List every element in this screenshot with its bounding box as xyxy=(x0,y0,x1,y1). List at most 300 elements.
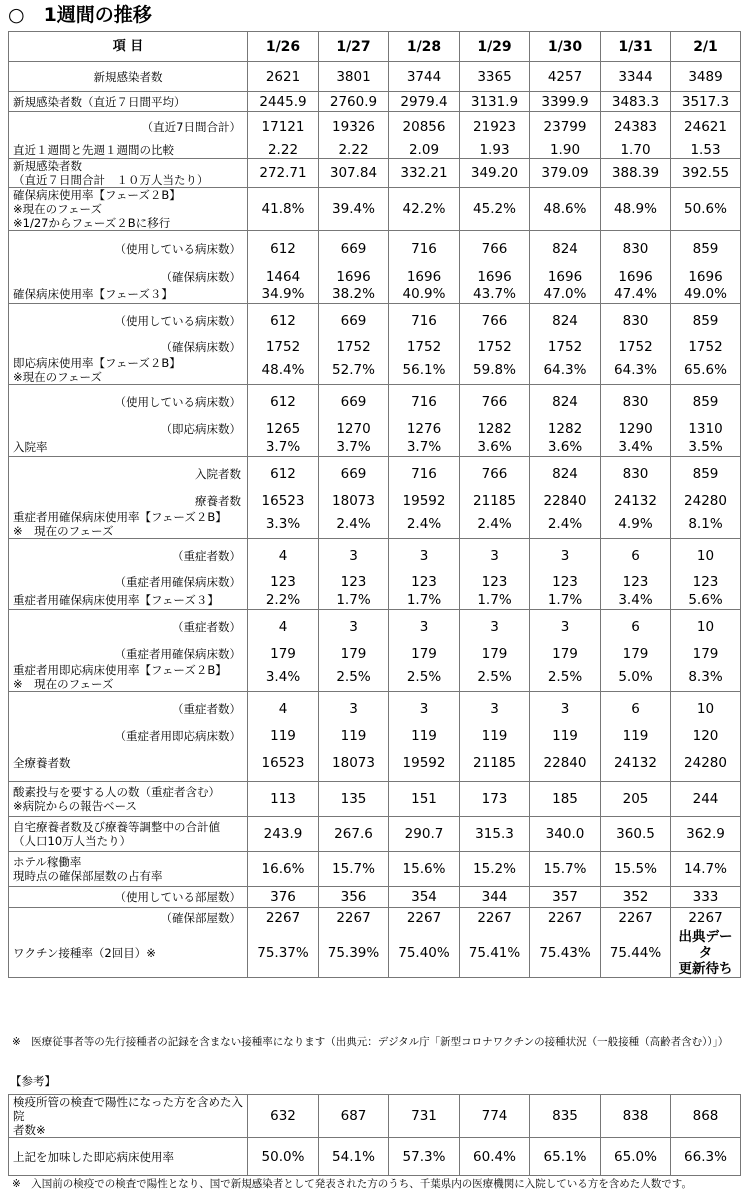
table-row xyxy=(9,267,741,286)
value-cell: 120 xyxy=(671,727,741,746)
value-cell: 1752 xyxy=(460,338,530,356)
value-cell: 3 xyxy=(389,609,460,644)
value-cell: 612 xyxy=(248,303,319,338)
table-row xyxy=(9,817,741,852)
item-header: 項 目 xyxy=(9,32,248,62)
table-row xyxy=(9,782,741,817)
value-cell: 123 xyxy=(671,573,741,591)
value-cell: 48.9% xyxy=(601,187,671,230)
value-cell: 824 xyxy=(530,230,601,267)
value-cell: 612 xyxy=(248,385,319,420)
row-label: 入院率 xyxy=(9,439,248,457)
value-cell: 123 xyxy=(460,573,530,591)
value-cell: 23799 xyxy=(530,112,601,142)
value-cell: 64.3% xyxy=(530,356,601,385)
value-cell: 716 xyxy=(389,230,460,267)
value-cell: 50.0% xyxy=(248,1138,319,1176)
value-cell: 356 xyxy=(319,887,389,908)
value-cell: 2267 xyxy=(389,908,460,929)
value-cell: 49.0% xyxy=(671,286,741,303)
value-cell: 65.1% xyxy=(530,1138,601,1176)
value-cell: 388.39 xyxy=(601,158,671,187)
table-row xyxy=(9,510,741,539)
row-label: 上記を加味した即応病床使用率 xyxy=(9,1138,248,1176)
value-cell: 1.7% xyxy=(389,591,460,609)
value-cell: 3 xyxy=(460,609,530,644)
value-cell: 1270 xyxy=(319,420,389,439)
value-cell: 716 xyxy=(389,457,460,492)
row-label: 即応病床使用率【フェーズ２B】 ※現在のフェーズ xyxy=(9,356,248,385)
value-cell: 17121 xyxy=(248,112,319,142)
value-cell: 48.6% xyxy=(530,187,601,230)
value-cell: 632 xyxy=(248,1095,319,1138)
row-label: 新規感染者数 xyxy=(9,62,248,92)
value-cell: 52.7% xyxy=(319,356,389,385)
table-row xyxy=(9,746,741,782)
row-label: 確保病床使用率【フェーズ２B】 ※現在のフェーズ ※1/27からフェーズ２Bに移行 xyxy=(9,187,248,230)
value-cell: 824 xyxy=(530,385,601,420)
value-cell: 1696 xyxy=(530,267,601,286)
value-cell: 379.09 xyxy=(530,158,601,187)
value-cell: 24383 xyxy=(601,112,671,142)
row-label: ホテル稼働率 現時点の確保部屋数の占有率 xyxy=(9,852,248,887)
value-cell: 47.0% xyxy=(530,286,601,303)
row-label: 直近１週間と先週１週間の比較 xyxy=(9,142,248,159)
value-cell: 22840 xyxy=(530,492,601,510)
value-cell: 34.9% xyxy=(248,286,319,303)
value-cell: 2.5% xyxy=(389,663,460,692)
value-cell: 766 xyxy=(460,230,530,267)
value-cell: 24280 xyxy=(671,746,741,782)
value-cell: 290.7 xyxy=(389,817,460,852)
value-cell: 41.8% xyxy=(248,187,319,230)
value-cell: 20856 xyxy=(389,112,460,142)
value-cell: 123 xyxy=(601,573,671,591)
row-label: 療養者数 xyxy=(9,492,248,510)
value-cell: 1.7% xyxy=(319,591,389,609)
value-cell: 59.8% xyxy=(460,356,530,385)
table-row xyxy=(9,92,741,112)
weekly-trend-table xyxy=(8,31,741,978)
value-cell: 123 xyxy=(319,573,389,591)
value-cell: 65.0% xyxy=(601,1138,671,1176)
header-row xyxy=(9,32,741,62)
value-cell: 119 xyxy=(248,727,319,746)
value-cell: 3 xyxy=(530,609,601,644)
value-cell: 2267 xyxy=(460,908,530,929)
table-row xyxy=(9,439,741,457)
value-cell: 3344 xyxy=(601,62,671,92)
value-cell: 824 xyxy=(530,303,601,338)
row-label: （使用している病床数） xyxy=(9,385,248,420)
value-cell: 3.7% xyxy=(389,439,460,457)
page-title: ○ 1週間の推移 xyxy=(8,4,152,26)
row-label: 重症者用確保病床使用率【フェーズ２B】 ※ 現在のフェーズ xyxy=(9,510,248,539)
value-cell: 830 xyxy=(601,457,671,492)
value-cell: 1282 xyxy=(460,420,530,439)
row-label: 全療養者数 xyxy=(9,746,248,782)
value-cell: 3744 xyxy=(389,62,460,92)
value-cell: 15.7% xyxy=(319,852,389,887)
row-label: （重症者数） xyxy=(9,538,248,573)
value-cell: 1.90 xyxy=(530,142,601,159)
value-cell: 15.7% xyxy=(530,852,601,887)
value-cell: 3 xyxy=(389,538,460,573)
value-cell: 1.93 xyxy=(460,142,530,159)
row-label: 新規感染者数（直近７日間平均） xyxy=(9,92,248,112)
value-cell: 5.0% xyxy=(601,663,671,692)
value-cell: 54.1% xyxy=(319,1138,389,1176)
value-cell: 1696 xyxy=(319,267,389,286)
value-cell: 50.6% xyxy=(671,187,741,230)
value-cell: 687 xyxy=(319,1095,389,1138)
value-cell: 10 xyxy=(671,538,741,573)
value-cell: 10 xyxy=(671,692,741,727)
table-row xyxy=(9,663,741,692)
value-cell: 669 xyxy=(319,230,389,267)
value-cell: 835 xyxy=(530,1095,601,1138)
value-cell: 340.0 xyxy=(530,817,601,852)
reference-title: 【参考】 xyxy=(10,1074,56,1088)
row-label: （使用している病床数） xyxy=(9,230,248,267)
value-cell: 3483.3 xyxy=(601,92,671,112)
value-cell: 179 xyxy=(671,644,741,663)
value-cell: 19326 xyxy=(319,112,389,142)
value-cell: 19592 xyxy=(389,492,460,510)
value-cell: 1696 xyxy=(389,267,460,286)
value-cell: 75.43% xyxy=(530,929,601,978)
table-row xyxy=(9,187,741,230)
pending-status: 出典データ 更新待ち xyxy=(671,929,741,978)
table-row xyxy=(9,538,741,573)
value-cell: 1265 xyxy=(248,420,319,439)
value-cell: 272.71 xyxy=(248,158,319,187)
value-cell: 75.41% xyxy=(460,929,530,978)
value-cell: 2.5% xyxy=(319,663,389,692)
value-cell: 349.20 xyxy=(460,158,530,187)
value-cell: 24621 xyxy=(671,112,741,142)
date-header: 1/27 xyxy=(319,32,389,62)
row-label: （使用している病床数） xyxy=(9,303,248,338)
date-header: 1/30 xyxy=(530,32,601,62)
table-row xyxy=(9,887,741,908)
value-cell: 15.5% xyxy=(601,852,671,887)
value-cell: 2.5% xyxy=(460,663,530,692)
value-cell: 21185 xyxy=(460,746,530,782)
value-cell: 4257 xyxy=(530,62,601,92)
value-cell: 179 xyxy=(530,644,601,663)
value-cell: 244 xyxy=(671,782,741,817)
value-cell: 2.4% xyxy=(389,510,460,539)
value-cell: 2.22 xyxy=(248,142,319,159)
value-cell: 75.39% xyxy=(319,929,389,978)
value-cell: 766 xyxy=(460,303,530,338)
table-row xyxy=(9,727,741,746)
value-cell: 716 xyxy=(389,303,460,338)
value-cell: 1282 xyxy=(530,420,601,439)
value-cell: 3 xyxy=(319,609,389,644)
value-cell: 267.6 xyxy=(319,817,389,852)
value-cell: 2267 xyxy=(671,908,741,929)
value-cell: 40.9% xyxy=(389,286,460,303)
date-header: 2/1 xyxy=(671,32,741,62)
value-cell: 6 xyxy=(601,538,671,573)
table-row xyxy=(9,1095,741,1138)
value-cell: 3131.9 xyxy=(460,92,530,112)
value-cell: 4 xyxy=(248,692,319,727)
value-cell: 859 xyxy=(671,230,741,267)
value-cell: 24280 xyxy=(671,492,741,510)
value-cell: 21923 xyxy=(460,112,530,142)
value-cell: 868 xyxy=(671,1095,741,1138)
row-label: （使用している部屋数） xyxy=(9,887,248,908)
row-label: 入院者数 xyxy=(9,457,248,492)
value-cell: 859 xyxy=(671,457,741,492)
value-cell: 612 xyxy=(248,230,319,267)
row-label: （確保病床数） xyxy=(9,267,248,286)
value-cell: 16523 xyxy=(248,492,319,510)
value-cell: 18073 xyxy=(319,492,389,510)
value-cell: 669 xyxy=(319,457,389,492)
value-cell: 830 xyxy=(601,385,671,420)
value-cell: 45.2% xyxy=(460,187,530,230)
value-cell: 16.6% xyxy=(248,852,319,887)
value-cell: 392.55 xyxy=(671,158,741,187)
value-cell: 243.9 xyxy=(248,817,319,852)
value-cell: 10 xyxy=(671,609,741,644)
value-cell: 2267 xyxy=(319,908,389,929)
row-label: 新規感染者数 （直近７日間合計 １０万人当たり） xyxy=(9,158,248,187)
table-row xyxy=(9,385,741,420)
value-cell: 179 xyxy=(601,644,671,663)
value-cell: 173 xyxy=(460,782,530,817)
row-label: （重症者数） xyxy=(9,692,248,727)
table-row xyxy=(9,573,741,591)
value-cell: 18073 xyxy=(319,746,389,782)
date-header: 1/31 xyxy=(601,32,671,62)
value-cell: 3 xyxy=(319,538,389,573)
value-cell: 113 xyxy=(248,782,319,817)
value-cell: 1752 xyxy=(319,338,389,356)
table-row xyxy=(9,457,741,492)
value-cell: 3 xyxy=(319,692,389,727)
value-cell: 3 xyxy=(530,692,601,727)
row-label: （直近7日間合計） xyxy=(9,112,248,142)
value-cell: 830 xyxy=(601,303,671,338)
row-label: 確保病床使用率【フェーズ３】 xyxy=(9,286,248,303)
value-cell: 3.4% xyxy=(601,591,671,609)
value-cell: 1.7% xyxy=(530,591,601,609)
value-cell: 1752 xyxy=(389,338,460,356)
value-cell: 151 xyxy=(389,782,460,817)
row-label: （重症者用確保病床数） xyxy=(9,573,248,591)
value-cell: 123 xyxy=(248,573,319,591)
value-cell: 179 xyxy=(248,644,319,663)
date-header: 1/29 xyxy=(460,32,530,62)
value-cell: 185 xyxy=(530,782,601,817)
value-cell: 315.3 xyxy=(460,817,530,852)
value-cell: 3 xyxy=(389,692,460,727)
value-cell: 119 xyxy=(530,727,601,746)
value-cell: 669 xyxy=(319,385,389,420)
value-cell: 48.4% xyxy=(248,356,319,385)
value-cell: 75.37% xyxy=(248,929,319,978)
value-cell: 352 xyxy=(601,887,671,908)
value-cell: 731 xyxy=(389,1095,460,1138)
value-cell: 3 xyxy=(460,538,530,573)
value-cell: 859 xyxy=(671,303,741,338)
value-cell: 119 xyxy=(319,727,389,746)
value-cell: 332.21 xyxy=(389,158,460,187)
value-cell: 2.5% xyxy=(530,663,601,692)
row-label: 検疫所管の検査で陽性になった方を含めた入院 者数※ xyxy=(9,1095,248,1138)
value-cell: 1696 xyxy=(671,267,741,286)
value-cell: 3 xyxy=(460,692,530,727)
value-cell: 64.3% xyxy=(601,356,671,385)
value-cell: 2621 xyxy=(248,62,319,92)
table-row xyxy=(9,112,741,142)
value-cell: 179 xyxy=(389,644,460,663)
value-cell: 179 xyxy=(460,644,530,663)
row-label: （確保病床数） xyxy=(9,338,248,356)
row-label: （重症者用確保病床数） xyxy=(9,644,248,663)
value-cell: 4 xyxy=(248,609,319,644)
value-cell: 2.4% xyxy=(460,510,530,539)
table-row xyxy=(9,286,741,303)
value-cell: 1290 xyxy=(601,420,671,439)
value-cell: 3.4% xyxy=(601,439,671,457)
value-cell: 123 xyxy=(530,573,601,591)
value-cell: 3.7% xyxy=(319,439,389,457)
value-cell: 2267 xyxy=(248,908,319,929)
value-cell: 57.3% xyxy=(389,1138,460,1176)
value-cell: 824 xyxy=(530,457,601,492)
row-label: ワクチン接種率（2回目）※ xyxy=(9,929,248,978)
row-label: 重症者用即応病床使用率【フェーズ２B】 ※ 現在のフェーズ xyxy=(9,663,248,692)
table-row xyxy=(9,908,741,929)
value-cell: 21185 xyxy=(460,492,530,510)
value-cell: 766 xyxy=(460,385,530,420)
row-label: 自宅療養者数及び療養等調整中の合計値 （人口10万人当たり） xyxy=(9,817,248,852)
value-cell: 2979.4 xyxy=(389,92,460,112)
value-cell: 669 xyxy=(319,303,389,338)
value-cell: 66.3% xyxy=(671,1138,741,1176)
table-row xyxy=(9,338,741,356)
row-label: 重症者用確保病床使用率【フェーズ３】 xyxy=(9,591,248,609)
table-row xyxy=(9,852,741,887)
table-row xyxy=(9,158,741,187)
value-cell: 1752 xyxy=(530,338,601,356)
value-cell: 6 xyxy=(601,609,671,644)
value-cell: 47.4% xyxy=(601,286,671,303)
reference-table xyxy=(8,1094,741,1176)
value-cell: 2445.9 xyxy=(248,92,319,112)
value-cell: 119 xyxy=(460,727,530,746)
value-cell: 135 xyxy=(319,782,389,817)
value-cell: 3.7% xyxy=(248,439,319,457)
value-cell: 179 xyxy=(319,644,389,663)
value-cell: 2.2% xyxy=(248,591,319,609)
value-cell: 56.1% xyxy=(389,356,460,385)
value-cell: 2.22 xyxy=(319,142,389,159)
value-cell: 3801 xyxy=(319,62,389,92)
value-cell: 2.09 xyxy=(389,142,460,159)
table-row xyxy=(9,492,741,510)
value-cell: 14.7% xyxy=(671,852,741,887)
value-cell: 22840 xyxy=(530,746,601,782)
table-row xyxy=(9,420,741,439)
value-cell: 612 xyxy=(248,457,319,492)
table-row xyxy=(9,644,741,663)
value-cell: 3 xyxy=(530,538,601,573)
value-cell: 3.6% xyxy=(530,439,601,457)
value-cell: 859 xyxy=(671,385,741,420)
value-cell: 75.40% xyxy=(389,929,460,978)
value-cell: 2.4% xyxy=(319,510,389,539)
value-cell: 2267 xyxy=(601,908,671,929)
value-cell: 3.6% xyxy=(460,439,530,457)
value-cell: 65.6% xyxy=(671,356,741,385)
value-cell: 774 xyxy=(460,1095,530,1138)
value-cell: 15.6% xyxy=(389,852,460,887)
date-header: 1/26 xyxy=(248,32,319,62)
value-cell: 3.3% xyxy=(248,510,319,539)
vaccine-footnote: ※ 医療従事者等の先行接種者の記録を含まない接種率になります（出典元：デジタル庁「新型コロナワクチンの接種状況（一般接種（高齢者含む））」） xyxy=(12,1036,729,1048)
value-cell: 39.4% xyxy=(319,187,389,230)
value-cell: 6 xyxy=(601,692,671,727)
table-row xyxy=(9,230,741,267)
reference-footnote: ※ 入国前の検疫での検査で陽性となり、国で新規感染者として発表された方のうち、千葉県内の医療機関に入院している方を含めた人数です。 xyxy=(12,1178,692,1190)
value-cell: 360.5 xyxy=(601,817,671,852)
value-cell: 24132 xyxy=(601,492,671,510)
value-cell: 16523 xyxy=(248,746,319,782)
value-cell: 19592 xyxy=(389,746,460,782)
row-label: （即応病床数） xyxy=(9,420,248,439)
table-row xyxy=(9,142,741,159)
value-cell: 4.9% xyxy=(601,510,671,539)
value-cell: 3365 xyxy=(460,62,530,92)
value-cell: 830 xyxy=(601,230,671,267)
value-cell: 1464 xyxy=(248,267,319,286)
value-cell: 205 xyxy=(601,782,671,817)
value-cell: 3.5% xyxy=(671,439,741,457)
table-row xyxy=(9,609,741,644)
table-row xyxy=(9,62,741,92)
value-cell: 766 xyxy=(460,457,530,492)
table-row xyxy=(9,692,741,727)
value-cell: 1.53 xyxy=(671,142,741,159)
value-cell: 4 xyxy=(248,538,319,573)
value-cell: 43.7% xyxy=(460,286,530,303)
table-row xyxy=(9,356,741,385)
value-cell: 354 xyxy=(389,887,460,908)
row-label: （確保部屋数） xyxy=(9,908,248,929)
value-cell: 5.6% xyxy=(671,591,741,609)
value-cell: 1752 xyxy=(601,338,671,356)
value-cell: 1696 xyxy=(460,267,530,286)
value-cell: 3517.3 xyxy=(671,92,741,112)
table-row xyxy=(9,929,741,978)
value-cell: 357 xyxy=(530,887,601,908)
value-cell: 716 xyxy=(389,385,460,420)
value-cell: 307.84 xyxy=(319,158,389,187)
value-cell: 2760.9 xyxy=(319,92,389,112)
value-cell: 1696 xyxy=(601,267,671,286)
value-cell: 1752 xyxy=(671,338,741,356)
value-cell: 1.7% xyxy=(460,591,530,609)
value-cell: 42.2% xyxy=(389,187,460,230)
value-cell: 24132 xyxy=(601,746,671,782)
